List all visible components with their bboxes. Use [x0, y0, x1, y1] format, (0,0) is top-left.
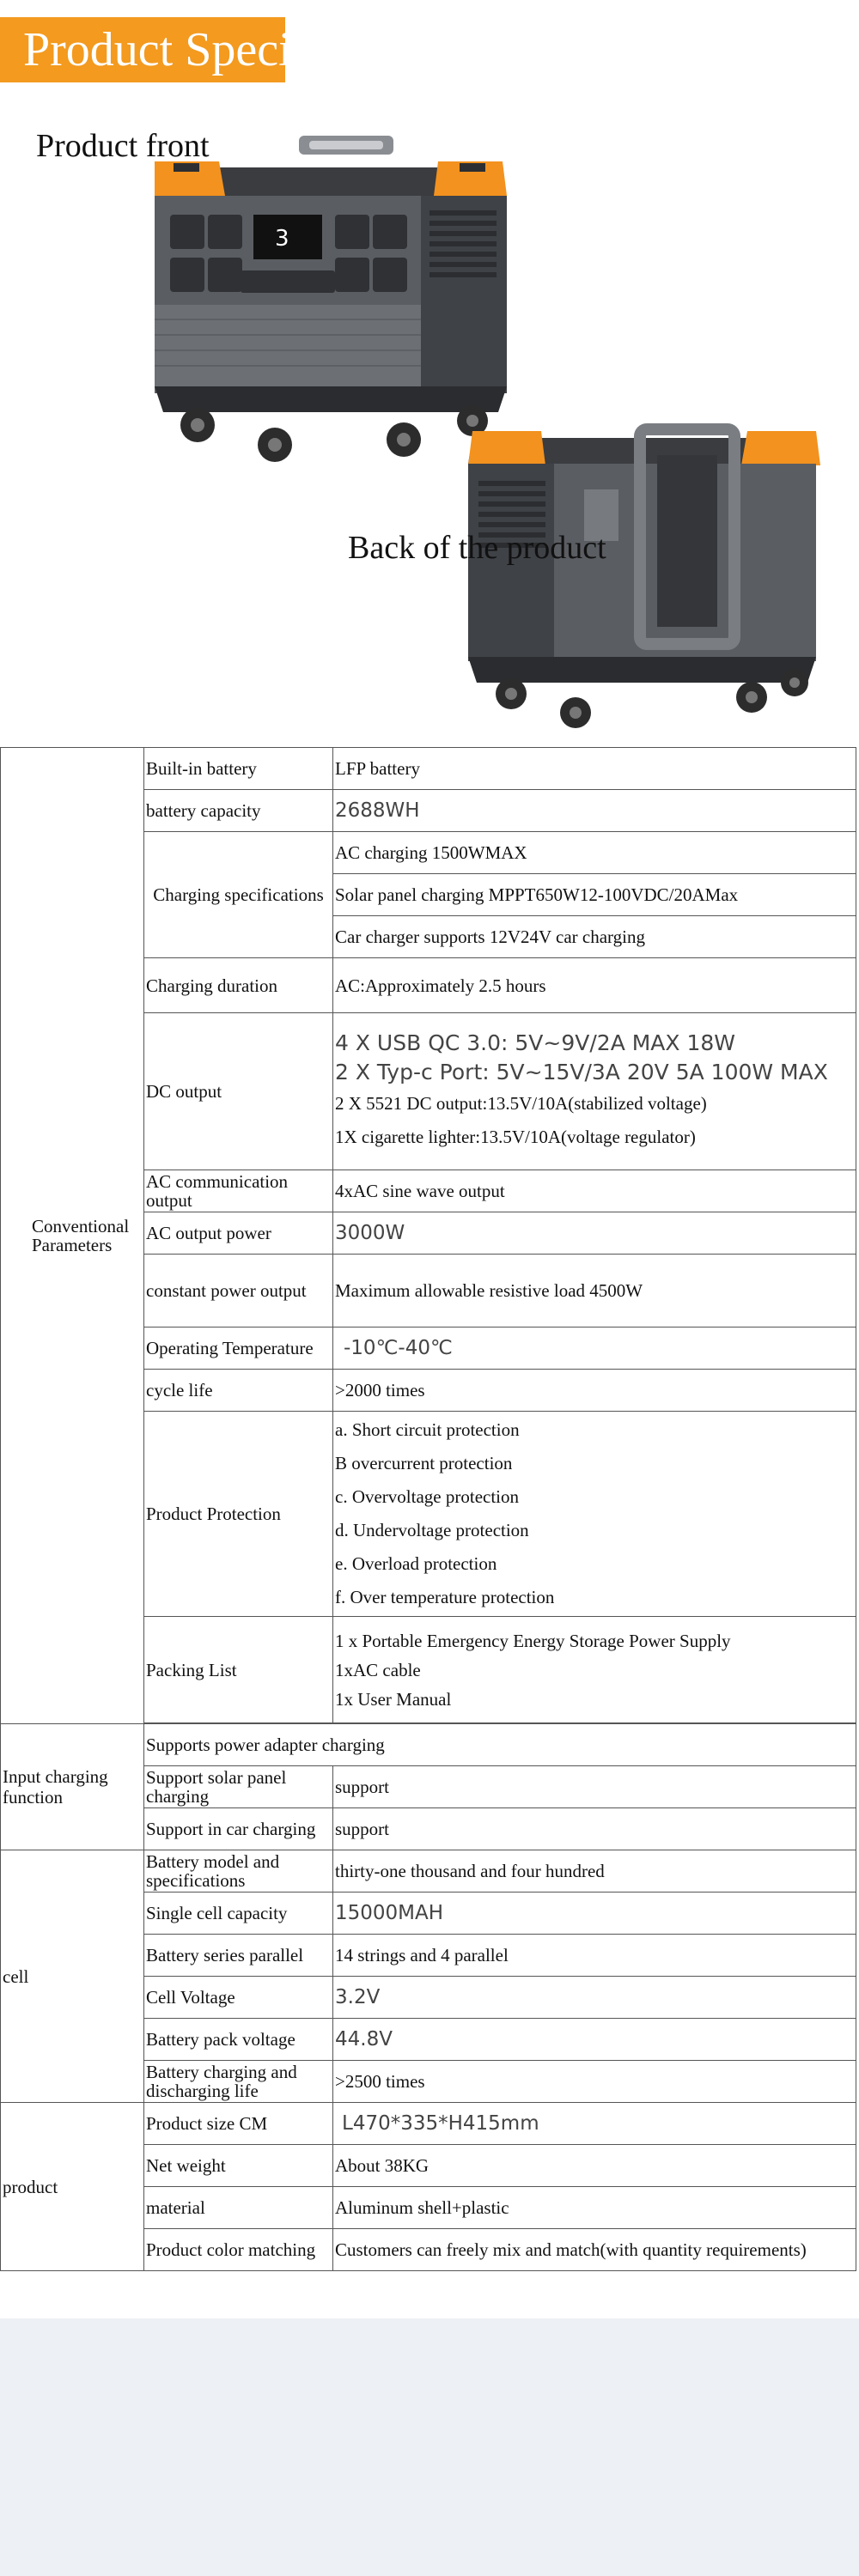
row-value-single-cell-capacity: 15000MAH — [333, 1893, 856, 1935]
row-label-power-adapter: Supports power adapter charging — [144, 1724, 856, 1766]
product-back-image — [468, 421, 820, 734]
product-front-label: Product front — [36, 128, 210, 164]
packing-item: 1x User Manual — [335, 1688, 452, 1710]
row-value-charging-ac: AC charging 1500WMAX — [333, 832, 856, 874]
protection-item: a. Short circuit protection — [335, 1419, 520, 1440]
row-value-cell-voltage: 3.2V — [333, 1977, 856, 2019]
dc-output-usb: 4 X USB QC 3.0: 5V~9V/2A MAX 18W — [335, 1030, 736, 1055]
row-label-cell-voltage: Cell Voltage — [144, 1977, 333, 2019]
row-label-charging-specifications: Charging specifications — [144, 832, 333, 958]
table-row — [1, 748, 856, 790]
row-value-ac-communication-output: 4xAC sine wave output — [333, 1170, 856, 1212]
row-value-charging-car: Car charger supports 12V24V car charging — [333, 916, 856, 958]
row-value-product-size: L470*335*H415mm — [333, 2103, 856, 2145]
row-value-color-matching: Customers can freely mix and match(with quantity requirements) — [333, 2229, 856, 2271]
row-label-charging-duration: Charging duration — [144, 958, 333, 1013]
page-title: Product Specifications — [23, 23, 458, 76]
row-label-series-parallel: Battery series parallel — [144, 1935, 333, 1977]
dc-output-typec: 2 X Typ-c Port: 5V~15V/3A 20V 5A 100W MAX — [335, 1060, 828, 1084]
row-label-product-protection: Product Protection — [144, 1412, 333, 1617]
protection-item: f. Over temperature protection — [335, 1587, 555, 1607]
table-row — [1, 1850, 856, 1893]
row-label-dc-output: DC output — [144, 1013, 333, 1170]
dc-output-5521: 2 X 5521 DC output:13.5V/10A(stabilized voltage) — [335, 1093, 707, 1114]
row-value-charge-discharge-life: >2500 times — [333, 2061, 856, 2103]
row-value-charging-duration: AC:Approximately 2.5 hours — [333, 958, 856, 1013]
row-label-constant-power-output: constant power output — [144, 1255, 333, 1327]
row-label-single-cell-capacity: Single cell capacity — [144, 1893, 333, 1935]
category-input-charging-function: Input charging function — [1, 1724, 144, 1850]
table-row — [1, 1724, 856, 1766]
row-label-pack-voltage: Battery pack voltage — [144, 2019, 333, 2061]
row-value-solar-panel: support — [333, 1766, 856, 1808]
row-label-ac-output-power: AC output power — [144, 1212, 333, 1255]
category-cell: cell — [1, 1850, 144, 2103]
row-label-battery-capacity: battery capacity — [144, 790, 333, 832]
title-banner — [0, 17, 458, 82]
protection-item: d. Undervoltage protection — [335, 1520, 529, 1540]
row-label-car-charging: Support in car charging — [144, 1808, 333, 1850]
row-label-net-weight: Net weight — [144, 2145, 333, 2187]
protection-item: e. Overload protection — [335, 1553, 497, 1574]
row-label-cycle-life: cycle life — [144, 1370, 333, 1412]
row-value-cycle-life: >2000 times — [333, 1370, 856, 1412]
row-label-material: material — [144, 2187, 333, 2229]
packing-item: 1 x Portable Emergency Energy Storage Power Supply — [335, 1630, 731, 1651]
row-value-charging-solar: Solar panel charging MPPT650W12-100VDC/20AMax — [333, 874, 856, 916]
row-value-car-charging: support — [333, 1808, 856, 1850]
row-value-constant-power-output: Maximum allowable resistive load 4500W — [333, 1255, 856, 1327]
row-value-ac-output-power: 3000W — [333, 1212, 856, 1255]
dc-output-cigarette: 1X cigarette lighter:13.5V/10A(voltage regulator) — [335, 1127, 696, 1147]
row-value-material: Aluminum shell+plastic — [333, 2187, 856, 2229]
row-label-color-matching: Product color matching — [144, 2229, 333, 2271]
packing-item: 1xAC cable — [335, 1659, 421, 1680]
row-value-builtin-battery: LFP battery — [333, 748, 856, 790]
row-label-charge-discharge-life: Battery charging and discharging life — [144, 2061, 333, 2103]
protection-item: c. Overvoltage protection — [335, 1486, 519, 1507]
product-front-image — [155, 129, 515, 472]
specifications-table — [0, 747, 856, 2271]
row-value-product-protection — [333, 1412, 856, 1617]
row-value-battery-model: thirty-one thousand and four hundred — [333, 1850, 856, 1893]
category-conventional-parameters: Conventional Parameters — [1, 748, 144, 1724]
row-value-battery-capacity: 2688WH — [333, 790, 856, 832]
row-value-pack-voltage: 44.8V — [333, 2019, 856, 2061]
row-label-packing-list: Packing List — [144, 1617, 333, 1723]
product-back-label: Back of the product — [348, 530, 606, 566]
row-label-solar-panel: Support solar panel charging — [144, 1766, 333, 1808]
table-row — [1, 2103, 856, 2145]
row-value-dc-output — [333, 1013, 856, 1170]
display-screen-value: 3 — [275, 226, 289, 252]
row-value-net-weight: About 38KG — [333, 2145, 856, 2187]
category-product: product — [1, 2103, 144, 2271]
footer-background — [0, 2318, 859, 2576]
row-value-packing-list — [333, 1617, 856, 1723]
row-label-battery-model: Battery model and specifications — [144, 1850, 333, 1893]
row-label-product-size: Product size CM — [144, 2103, 333, 2145]
row-label-builtin-battery: Built-in battery — [144, 748, 333, 790]
protection-item: B overcurrent protection — [335, 1453, 513, 1473]
row-label-operating-temperature: Operating Temperature — [144, 1327, 333, 1370]
row-value-series-parallel: 14 strings and 4 parallel — [333, 1935, 856, 1977]
row-label-ac-communication-output: AC communication output — [144, 1170, 333, 1212]
row-value-operating-temperature: -10℃-40℃ — [333, 1327, 856, 1370]
